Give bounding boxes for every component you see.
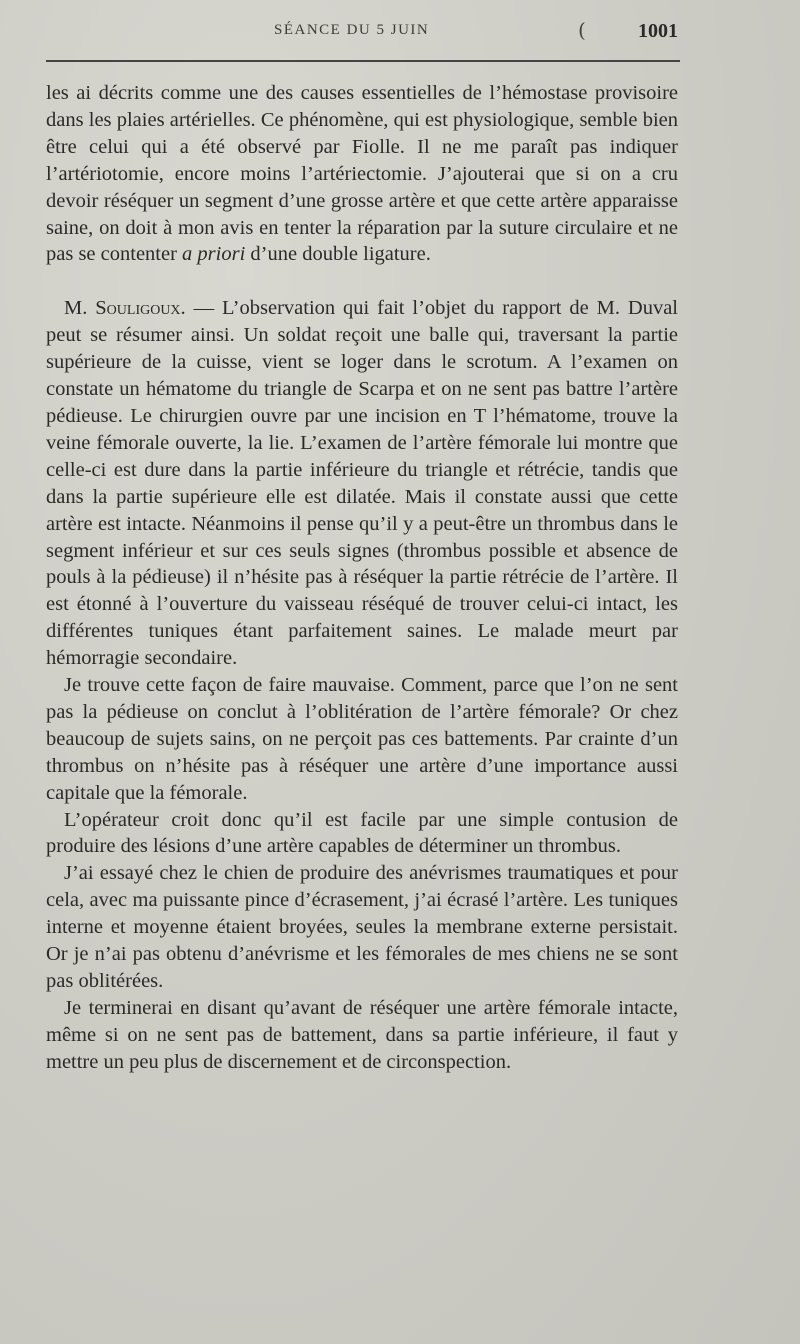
italic-phrase: a priori bbox=[182, 243, 246, 266]
header-rule bbox=[46, 60, 680, 62]
paragraph: Je trouve cette façon de faire mauvaise. Comment, parce que l’on ne sent pas la pédieuse on conclut à l’oblitération de l’artère fémorale? Or chez beaucoup de sujets sains, on ne perçoit pas ces battements. Par crainte d’un thrombus on n’hésite pas à réséquer une artère d’une importance aussi capitale que la fémorale. bbox=[46, 674, 678, 804]
running-title: SÉANCE DU 5 JUIN bbox=[274, 22, 430, 38]
body-text bbox=[46, 80, 678, 1076]
stray-parenthesis: ( bbox=[578, 18, 586, 42]
paragraph: Je terminerai en disant qu’avant de réséquer une artère fémorale intacte, même si on ne sent pas de battement, dans sa partie inférieure, il faut y mettre un peu plus de discernement et de circonspection. bbox=[46, 996, 678, 1073]
paragraph: J’ai essayé chez le chien de produire des anévrismes traumatiques et pour cela, avec ma puissante pince d’écrasement, j’ai écrasé l’artère. Les tuniques interne et moyenne étaient broyées, seules la membrane externe persistait. Or je n’ai pas obtenu d’anévrisme et les fémorales de mes chiens ne se sont pas oblitérées. bbox=[46, 862, 678, 992]
speaker-name: M. Souligoux. bbox=[64, 297, 186, 320]
page-header bbox=[46, 18, 680, 46]
paragraph-souligoux: M. Souligoux. — L’observation qui fait l’objet du rapport de M. Duval peut se résumer ainsi. Un soldat reçoit une balle qui, traversant la partie supérieure de la cuisse, vient se loger dans le scrotum. A l’examen on constate un hématome du triangle de Scarpa et on ne sent pas battre l’artère pédieuse. Le chirurgien ouvre par une incision en T l’hématome, trouve la veine fémorale ouverte, la lie. L’examen de l’artère fémorale lui montre que celle-ci est dure dans la partie inférieure du triangle et rétrécie, tandis que dans la partie supérieure elle est dilatée. Mais il constate aussi que cette artère est intacte. Néanmoins il pense qu’il y a peut-être un thrombus dans le segment inférieur et sur ces seuls signes (thrombus possible et absence de pouls à la pédieuse) il n’hésite pas à réséquer la partie rétrécie de l’artère. Il est étonné à l’ouverture du vaisseau réséqué de trouver celui-ci intact, les différentes tuniques étant parfaitement saines. Le malade meurt par hémorragie secondaire. bbox=[46, 297, 678, 670]
paragraph: L’opérateur croit donc qu’il est facile par une simple contusion de produire des lésions d’une artère capables de déterminer un thrombus. bbox=[46, 808, 678, 858]
page-number: 1001 bbox=[638, 20, 678, 42]
paragraph-continuation: les ai décrits comme une des causes essentielles de l’hémostase provisoire dans les plaies artérielles. Ce phénomène, qui est physiologique, semble bien être celui qui a été observé par Fiolle. Il ne me paraît pas indiquer l’artériotomie, encore moins l’artériectomie. J’ajouterai que si on a cru devoir réséquer un segment d’une grosse artère et que cette artère apparaisse saine, on doit à mon avis en tenter la réparation par la suture circulaire et ne pas se contenter a priori d’une double ligature. bbox=[46, 82, 678, 266]
